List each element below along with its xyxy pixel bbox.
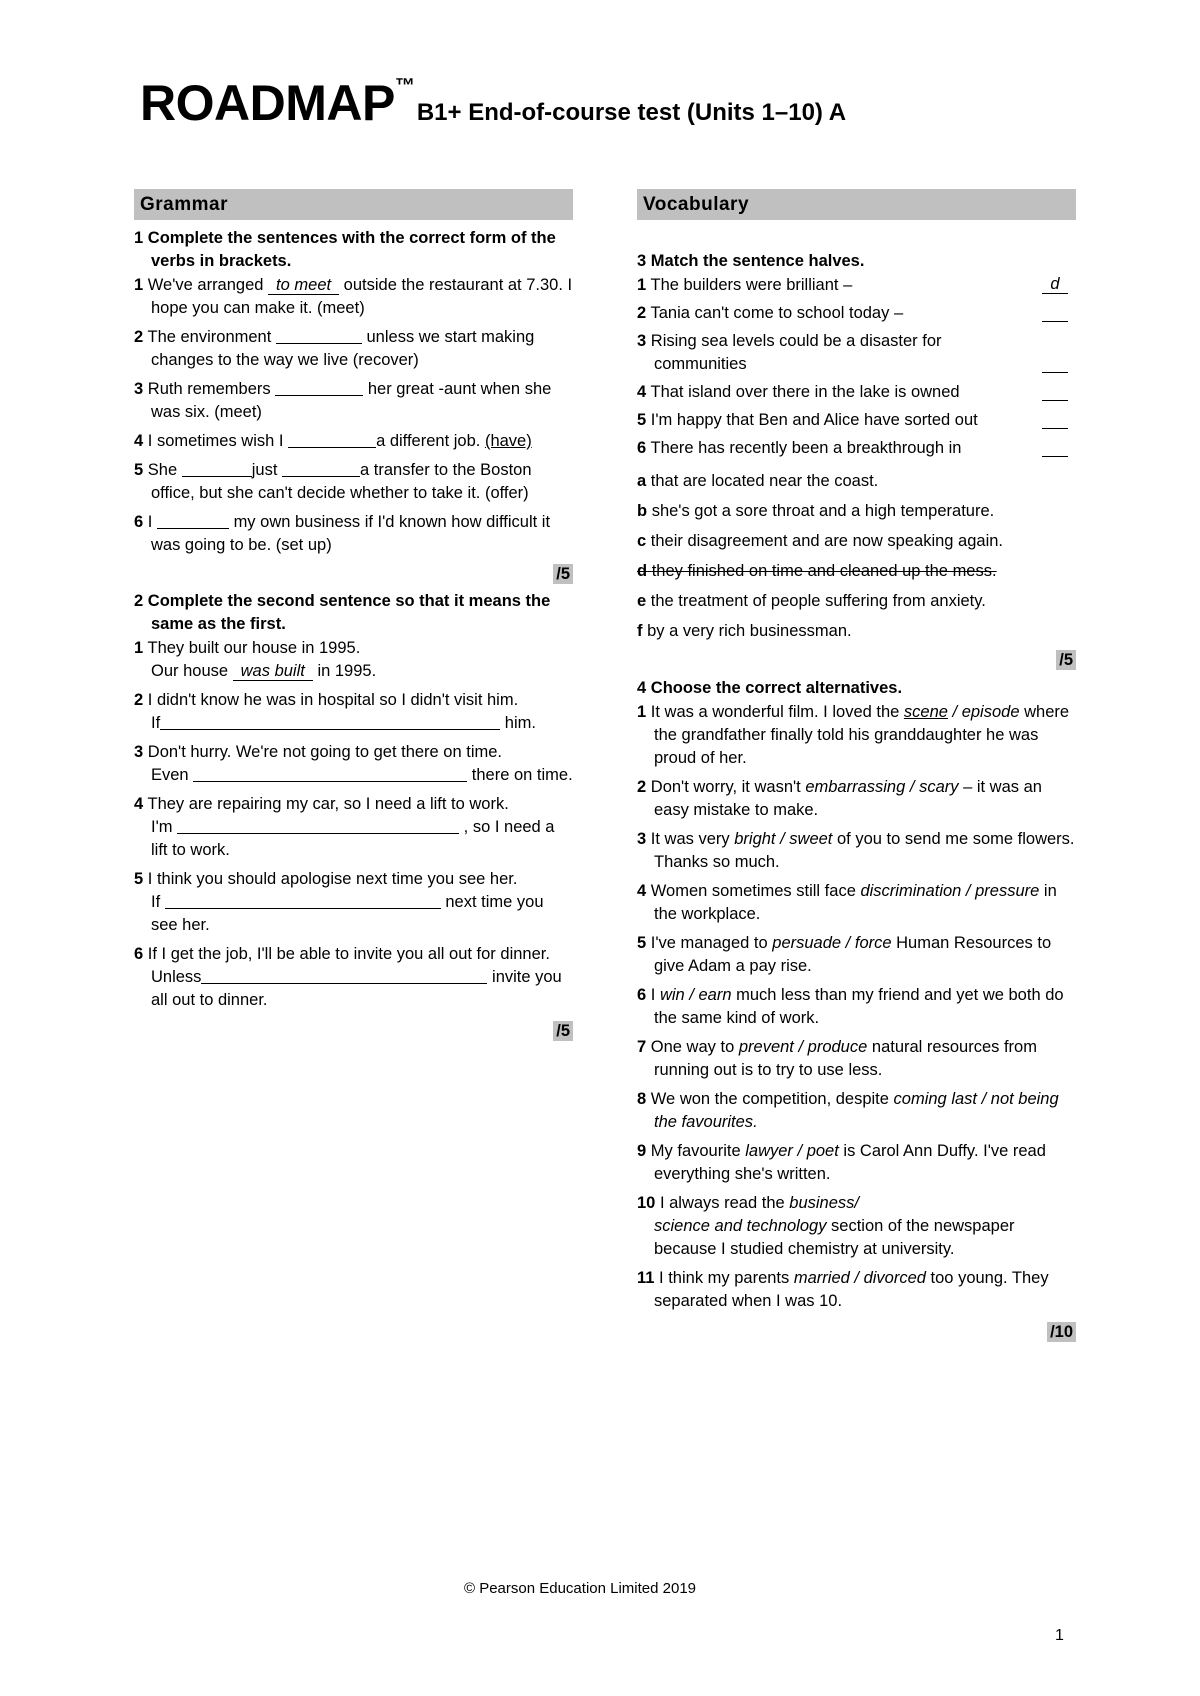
option[interactable]: embarrassing (805, 778, 906, 796)
example-answer: was built (233, 662, 313, 681)
task4-instruction: 4 Choose the correct alternatives. (637, 679, 903, 697)
task1-item-5: 5 She just a transfer to the Boston office, but she can't decide whether to take it. (offer) (134, 461, 532, 502)
option[interactable]: science and technology (654, 1217, 827, 1235)
option-selected: scene (903, 703, 948, 721)
trademark: ™ (394, 75, 415, 97)
match-answer-slot[interactable] (1042, 410, 1068, 429)
match-answer-slot[interactable] (1042, 303, 1068, 322)
answer-blank[interactable] (157, 511, 229, 529)
answer-blank[interactable] (182, 459, 252, 477)
match-answer-slot[interactable] (1042, 354, 1068, 373)
match-answer-slot[interactable] (1042, 438, 1068, 457)
task2-score: /5 (134, 1020, 573, 1043)
answer-blank[interactable] (193, 764, 467, 782)
answer-blank[interactable] (165, 891, 441, 909)
option[interactable]: persuade (772, 934, 842, 952)
option[interactable]: business (789, 1194, 855, 1212)
option[interactable]: prevent (738, 1038, 794, 1056)
match-half-3: 3 Rising sea levels could be a disaster for communities (637, 330, 1076, 376)
option[interactable]: produce (807, 1038, 868, 1056)
option[interactable]: not being the favourites (654, 1090, 1059, 1131)
match-half-6: 6 There has recently been a breakthrough in (637, 437, 1076, 460)
brand-logo: ROADMAP (140, 75, 395, 131)
option[interactable]: married (793, 1269, 850, 1287)
task3-instruction: 3 Match the sentence halves. (637, 252, 865, 270)
match-half-1: 1 The builders were brilliant – d (637, 274, 1076, 297)
task2-item-5: 5 I think you should apologise next time you see her. If next time you see her. (134, 870, 544, 934)
option[interactable]: bright (734, 830, 776, 848)
task1-item-3: 3 Ruth remembers her great -aunt when she was six. (meet) (134, 380, 552, 421)
task4-item-11: 11 I think my parents married / divorced too young. They separated when I was 10. (637, 1269, 1049, 1310)
task1-instruction: 1 Complete the sentences with the correct form of the verbs in brackets. (134, 229, 556, 270)
task2-item-6: 6 If I get the job, I'll be able to invite you all out for dinner. Unless invite you all out to dinner. (134, 945, 562, 1009)
match-ending-e: e the treatment of people suffering from anxiety. (637, 592, 986, 610)
task1-item-2: 2 The environment unless we start making changes to the way we live (recover) (134, 328, 535, 369)
match-ending-c: c their disagreement and are now speaking again. (637, 532, 1004, 550)
match-ending-d: d they finished on time and cleaned up the mess. (637, 562, 997, 580)
task4-item-1: 1 It was a wonderful film. I loved the scene / episode where the grandfather finally told his granddaughter he was proud of her. (637, 703, 1070, 767)
option[interactable]: win (659, 986, 685, 1004)
option[interactable]: coming last (893, 1090, 977, 1108)
task2-item-4: 4 They are repairing my car, so I need a lift to work. I'm , so I need a lift to work. (134, 795, 555, 859)
option[interactable]: scary (919, 778, 959, 796)
answer-blank[interactable] (177, 816, 459, 834)
match-answer-slot: d (1042, 275, 1068, 294)
task4-item-2: 2 Don't worry, it wasn't embarrassing / scary – it was an easy mistake to make. (637, 778, 1042, 819)
option[interactable]: episode (961, 703, 1020, 721)
option[interactable]: pressure (975, 882, 1040, 900)
example-answer: to meet (268, 276, 339, 295)
task3-score: /5 (637, 649, 1076, 672)
task4-item-10: 10 I always read the business/ science and technology section of the newspaper because I studied chemistry at university. (637, 1194, 1015, 1258)
answer-blank[interactable] (276, 326, 362, 344)
grammar-heading: Grammar (134, 189, 573, 220)
answer-blank[interactable] (275, 378, 363, 396)
copyright-footer: © Pearson Education Limited 2019 (463, 1580, 697, 1597)
option[interactable]: discrimination (860, 882, 962, 900)
option[interactable]: force (854, 934, 892, 952)
match-half-5: 5 I'm happy that Ben and Alice have sorted out (637, 409, 1076, 432)
task4-item-4: 4 Women sometimes still face discrimination / pressure in the workplace. (637, 882, 1057, 923)
match-ending-a: a that are located near the coast. (637, 472, 879, 490)
task4-score: /10 (637, 1321, 1076, 1344)
match-ending-b: b she's got a sore throat and a high temperature. (637, 502, 995, 520)
vocabulary-column (637, 189, 1076, 1344)
match-answer-slot[interactable] (1042, 382, 1068, 401)
task2-instruction: 2 Complete the second sentence so that it means the same as the first. (134, 592, 551, 633)
page-subtitle: B1+ End-of-course test (Units 1–10) A (416, 99, 847, 126)
task1-item-1: 1 We've arranged to meet outside the restaurant at 7.30. I hope you can make it. (meet) (134, 276, 573, 317)
task1-score: /5 (134, 563, 573, 586)
option[interactable]: poet (806, 1142, 839, 1160)
task4-item-5: 5 I've managed to persuade / force Human Resources to give Adam a pay rise. (637, 934, 1052, 975)
vocabulary-heading: Vocabulary (637, 189, 1076, 220)
option[interactable]: sweet (789, 830, 833, 848)
task2-item-1: 1 They built our house in 1995. Our house was built in 1995. (134, 639, 377, 680)
grammar-column (134, 189, 573, 1043)
match-half-4: 4 That island over there in the lake is owned (637, 381, 1076, 404)
answer-blank[interactable] (201, 966, 487, 984)
match-ending-f: f by a very rich businessman. (637, 622, 852, 640)
option[interactable]: lawyer (745, 1142, 793, 1160)
task2-item-2: 2 I didn't know he was in hospital so I didn't visit him. If him. (134, 691, 536, 732)
task1-item-4: 4 I sometimes wish I a different job. (have) (134, 432, 532, 450)
answer-blank[interactable] (288, 430, 376, 448)
task4-item-9: 9 My favourite lawyer / poet is Carol Ann Duffy. I've read everything she's written. (637, 1142, 1046, 1183)
match-half-2: 2 Tania can't come to school today – (637, 302, 1076, 325)
option[interactable]: divorced (863, 1269, 926, 1287)
task4-item-6: 6 I win / earn much less than my friend and yet we both do the same kind of work. (637, 986, 1064, 1027)
task4-item-7: 7 One way to prevent / produce natural resources from running out is to try to use less. (637, 1038, 1037, 1079)
option[interactable]: earn (698, 986, 732, 1004)
page-number: 1 (1055, 1627, 1064, 1644)
match-endings (637, 470, 1076, 643)
task4-item-3: 3 It was very bright / sweet of you to send me some flowers. Thanks so much. (637, 830, 1075, 871)
task4-item-8: 8 We won the competition, despite coming last / not being the favourites. (637, 1090, 1059, 1131)
task2-item-3: 3 Don't hurry. We're not going to get there on time. Even there on time. (134, 743, 573, 784)
task1-item-6: 6 I my own business if I'd known how difficult it was going to be. (set up) (134, 513, 551, 554)
page-title (140, 74, 846, 132)
answer-blank[interactable] (160, 712, 500, 730)
answer-blank[interactable] (282, 459, 360, 477)
